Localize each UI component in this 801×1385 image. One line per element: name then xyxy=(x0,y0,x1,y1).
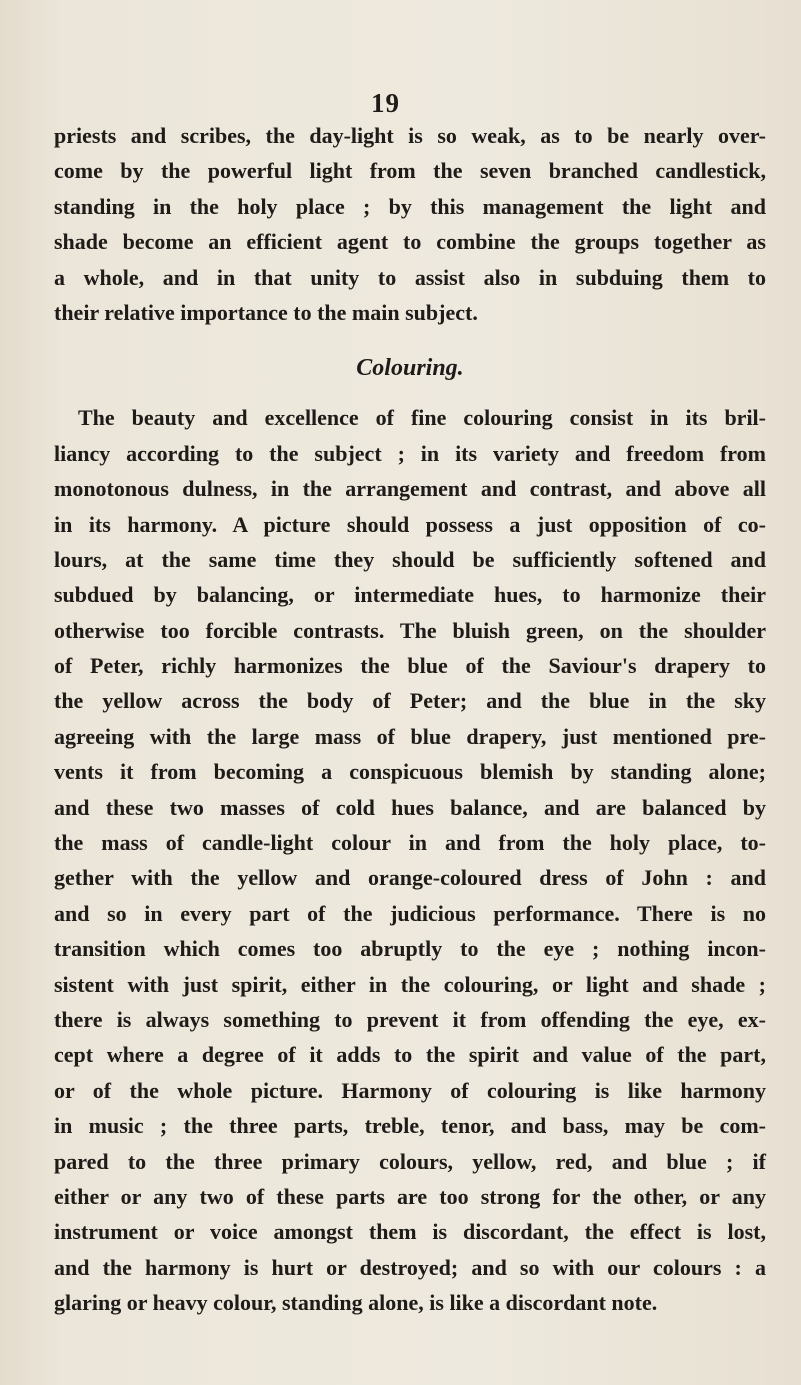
text-line: glaring or heavy colour, standing alone, is like a discordant note. xyxy=(54,1290,658,1316)
text-line: the mass of candle-light colour in and from the holy place, to- xyxy=(54,830,766,856)
text-line: sistent with just spirit, either in the colouring, or light and shade ; xyxy=(54,971,766,997)
text-line: The beauty and excellence of fine colouring consist in its bril- xyxy=(78,405,766,431)
text-line: gether with the yellow and orange-coloured dress of John : and xyxy=(54,865,766,891)
text-line: either or any two of these parts are too strong for the other, or any xyxy=(54,1183,766,1209)
text-line: their relative importance to the main subject. xyxy=(54,299,478,325)
text-line: in its harmony. A picture should possess a just opposition of co- xyxy=(54,511,766,537)
text-line: pared to the three primary colours, yellow, red, and blue ; if xyxy=(54,1148,766,1174)
text-line: shade become an efficient agent to combine the groups together as xyxy=(54,229,766,255)
text-line: cept where a degree of it adds to the spirit and value of the part, xyxy=(54,1042,766,1068)
text-line: standing in the holy place ; by this management the light and xyxy=(54,193,766,219)
page-number: 19 xyxy=(371,88,400,118)
text-line: priests and scribes, the day-light is so weak, as to be nearly over- xyxy=(54,123,766,148)
text-line: instrument or voice amongst them is discordant, the effect is lost, xyxy=(54,1219,766,1245)
text-line: otherwise too forcible contrasts. The bluish green, on the shoulder xyxy=(54,617,766,643)
paragraph-light-and-shade xyxy=(54,118,766,330)
text-line: the yellow across the body of Peter; and the blue in the sky xyxy=(54,688,766,714)
text-line: or of the whole picture. Harmony of colouring is like harmony xyxy=(54,1077,766,1103)
text-line: and so in every part of the judicious performance. There is no xyxy=(54,900,766,926)
text-line: and these two masses of cold hues balance, and are balanced by xyxy=(54,794,766,820)
text-line: subdued by balancing, or intermediate hues, to harmonize their xyxy=(54,582,766,608)
text-line: lours, at the same time they should be sufficiently softened and xyxy=(54,546,766,572)
text-line: in music ; the three parts, treble, tenor, and bass, may be com- xyxy=(54,1113,766,1139)
page-text xyxy=(54,118,766,1321)
text-line: monotonous dulness, in the arrangement and contrast, and above all xyxy=(54,476,766,502)
text-line: transition which comes too abruptly to the eye ; nothing incon- xyxy=(54,936,766,962)
text-line: of Peter, richly harmonizes the blue of the Saviour's drapery to xyxy=(54,653,766,679)
text-line: vents it from becoming a conspicuous blemish by standing alone; xyxy=(54,759,766,785)
text-line: agreeing with the large mass of blue drapery, just mentioned pre- xyxy=(54,723,766,749)
section-heading: Colouring. xyxy=(356,355,464,382)
text-line: a whole, and in that unity to assist also in subduing them to xyxy=(54,264,766,290)
text-line: and the harmony is hurt or destroyed; and so with our colours : a xyxy=(54,1254,766,1280)
paragraph-colouring xyxy=(54,400,766,1320)
text-line: there is always something to prevent it from offending the eye, ex- xyxy=(54,1006,766,1032)
text-line: come by the powerful light from the seven branched candlestick, xyxy=(54,158,766,184)
text-line: liancy according to the subject ; in its variety and freedom from xyxy=(54,440,766,466)
